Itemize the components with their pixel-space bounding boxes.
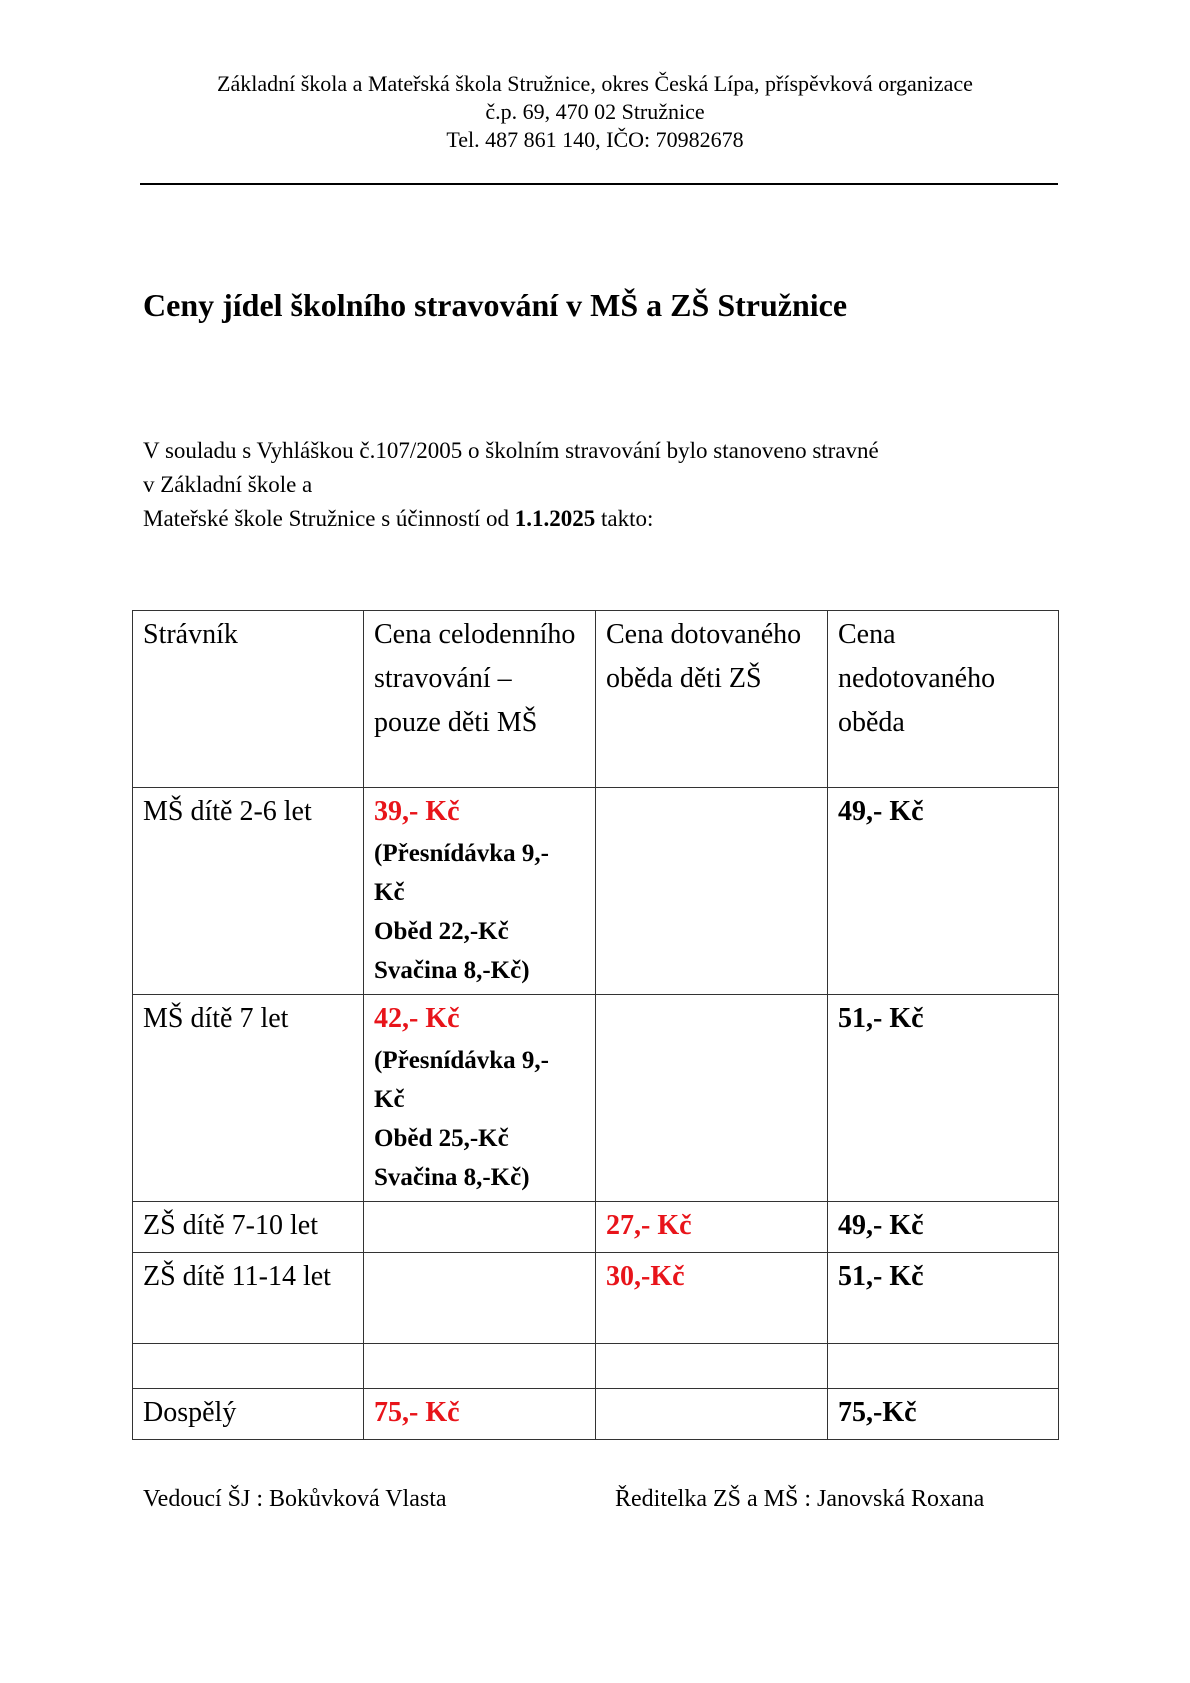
price-table [132, 610, 1059, 1440]
subsidized-price: 27,- Kč [596, 1202, 828, 1253]
table-header-row [133, 611, 1059, 788]
letterhead-address: č.p. 69, 470 02 Stružnice [485, 99, 705, 124]
row-label: ZŠ dítě 11-14 let [133, 1253, 364, 1344]
price-detail-line: Kč [374, 1086, 405, 1113]
page-title: Ceny jídel školního stravování v MŠ a ZŠ Stružnice [143, 287, 848, 323]
intro-line-3-end: takto: [595, 506, 654, 531]
table-row-empty [133, 1344, 1059, 1389]
full-day-price: 39,- Kč [374, 796, 460, 827]
full-day-price [364, 1253, 596, 1344]
subsidized-price [596, 995, 828, 1202]
table-row [133, 1202, 1059, 1253]
unsubsidized-price [828, 1344, 1059, 1389]
intro-line-2: v Základní škole a [143, 472, 313, 497]
header-subsidized-lunch: Cena dotovaného oběda děti ZŠ [596, 611, 828, 788]
intro-line-3-start: Mateřské škole Stružnice s účinností od [143, 506, 515, 531]
full-day-price [364, 1344, 596, 1389]
price-detail-line: Oběd 25,-Kč [374, 1125, 509, 1152]
price-detail-line: (Přesnídávka 9,- [374, 1047, 549, 1074]
header-divider [140, 183, 1058, 185]
subsidized-price [596, 1389, 828, 1440]
table-row [133, 1389, 1059, 1440]
full-day-price [364, 1202, 596, 1253]
full-day-price: 75,- Kč [364, 1389, 596, 1440]
unsubsidized-price: 51,- Kč [828, 1253, 1059, 1344]
unsubsidized-price: 75,-Kč [828, 1389, 1059, 1440]
full-day-price-cell [364, 995, 596, 1202]
table-row [133, 1253, 1059, 1344]
price-detail-line: Oběd 22,-Kč [374, 918, 509, 945]
price-detail-line: (Přesnídávka 9,- [374, 840, 549, 867]
price-detail-line: Kč [374, 879, 405, 906]
intro-paragraph [143, 434, 1043, 536]
price-detail-line: Svačina 8,-Kč) [374, 1164, 530, 1191]
letterhead-contact: Tel. 487 861 140, IČO: 70982678 [446, 127, 744, 152]
subsidized-price [596, 788, 828, 995]
row-label: ZŠ dítě 7-10 let [133, 1202, 364, 1253]
header-diner: Strávník [133, 611, 364, 788]
subsidized-price [596, 1344, 828, 1389]
unsubsidized-price: 49,- Kč [828, 1202, 1059, 1253]
unsubsidized-price: 49,- Kč [828, 788, 1059, 995]
row-label: MŠ dítě 2-6 let [133, 788, 364, 995]
letterhead-school-name: Základní škola a Mateřská škola Stružnice, okres Česká Lípa, příspěvková organizace [217, 71, 973, 96]
row-label: Dospělý [133, 1389, 364, 1440]
unsubsidized-price: 51,- Kč [828, 995, 1059, 1202]
signature-canteen-head: Vedoucí ŠJ : Bokůvková Vlasta [143, 1486, 447, 1512]
row-label: MŠ dítě 7 let [133, 995, 364, 1202]
header-unsubsidized-lunch: Cena nedotovaného oběda [828, 611, 1059, 788]
row-label [133, 1344, 364, 1389]
price-detail-line: Svačina 8,-Kč) [374, 957, 530, 984]
intro-line-1: V souladu s Vyhláškou č.107/2005 o školním stravování bylo stanoveno stravné [143, 438, 879, 463]
full-day-price: 42,- Kč [374, 1003, 460, 1034]
intro-line-3 [143, 502, 1043, 536]
letterhead [0, 70, 1190, 154]
subsidized-price: 30,-Kč [596, 1253, 828, 1344]
table-row [133, 788, 1059, 995]
table-row [133, 995, 1059, 1202]
signature-principal: Ředitelka ZŠ a MŠ : Janovská Roxana [615, 1486, 985, 1512]
effective-date: 1.1.2025 [514, 506, 596, 531]
header-full-day-price: Cena celodenního stravování – pouze děti MŠ [364, 611, 596, 788]
full-day-price-cell [364, 788, 596, 995]
